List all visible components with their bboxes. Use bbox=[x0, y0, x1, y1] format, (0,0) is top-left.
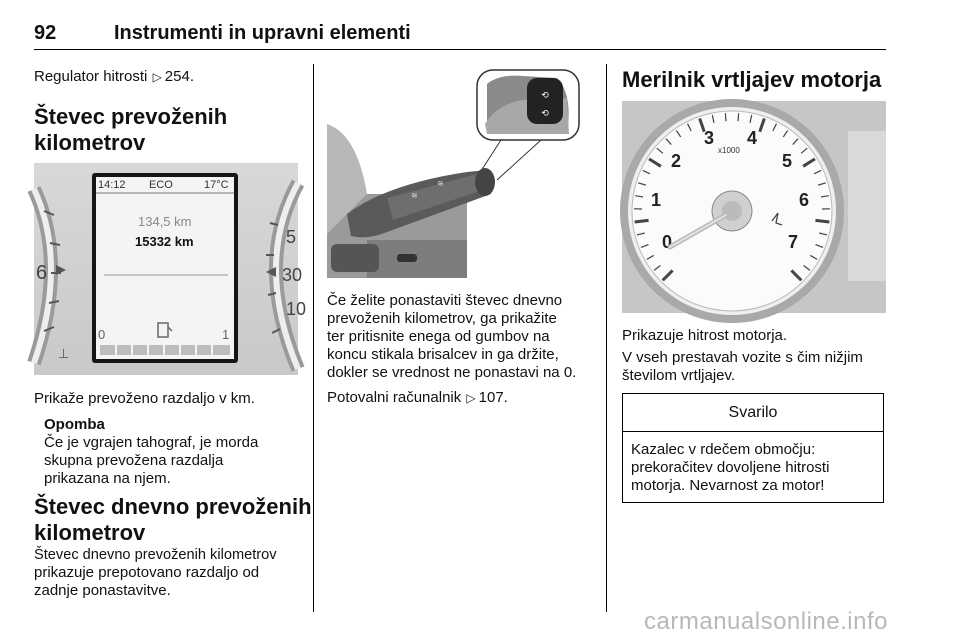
column-divider-right bbox=[606, 64, 607, 612]
ref-arrow-icon: ▷ bbox=[466, 391, 476, 405]
tach-unit: x1000 bbox=[718, 146, 740, 155]
right-gauge-number-2: 30 bbox=[282, 265, 303, 285]
display-scale-max: 1 bbox=[222, 327, 230, 342]
heading-trip-odometer: Števec dnevno prevoženih kilometrov bbox=[34, 494, 312, 545]
trip-computer-reference: Potovalni računalnik ▷ 107. bbox=[327, 389, 508, 406]
note-line: Če je vgrajen tahograf, je morda bbox=[44, 434, 259, 451]
intro-paragraph: Regulator hitrosti ▷ 254. bbox=[34, 68, 194, 85]
tach-description: Prikazuje hitrost motorja. bbox=[622, 327, 788, 344]
note-line: skupna prevožena razdalja bbox=[44, 452, 224, 469]
tach-number-6: 6 bbox=[799, 190, 810, 210]
heading-tachometer: Merilnik vrtljajev motorja bbox=[622, 67, 882, 92]
display-total-km: 15332 km bbox=[135, 234, 194, 249]
ref-arrow-icon: ▷ bbox=[152, 70, 162, 84]
display-time: 14:12 bbox=[98, 179, 126, 191]
reset-button-icon: ⟲ bbox=[541, 90, 549, 100]
svg-text:⟲: ⟲ bbox=[541, 108, 549, 118]
tach-number-7: 7 bbox=[788, 232, 799, 252]
warning-text: Kazalec v rdečem območju: prekoračitev dovoljene hitrosti motorja. Nevarnost za motor! bbox=[631, 441, 830, 494]
tach-advice: V vseh prestavah vozite s čim nižjim številom vrtljajev. bbox=[622, 349, 863, 384]
section-title: Instrumenti in upravni elementi bbox=[114, 22, 411, 44]
left-gauge-number: 6 bbox=[36, 262, 48, 284]
tach-number-3: 3 bbox=[704, 128, 715, 148]
column-divider-left bbox=[313, 64, 314, 612]
note-line: prikazana na njem. bbox=[44, 470, 171, 487]
tachometer-illustration bbox=[622, 101, 886, 313]
reset-instructions-paragraph: Če želite ponastaviti števec dnevno prevoženih kilometrov, ga prikažite ter pritisnite enega od gumbov na koncu stikala brisalcev in ga držite, dokler se vrednost ne ponastavi na 0. bbox=[327, 292, 577, 381]
tach-number-2: 2 bbox=[671, 151, 682, 171]
tach-tick bbox=[635, 220, 649, 222]
warning-box bbox=[622, 393, 884, 503]
display-trip-km: 134,5 km bbox=[138, 214, 192, 229]
header-rule bbox=[34, 49, 886, 50]
right-gauge-number-1: 5 bbox=[286, 227, 297, 247]
tach-number-4: 4 bbox=[747, 128, 758, 148]
note-block bbox=[44, 416, 258, 488]
display-scale-min: 0 bbox=[98, 327, 106, 342]
tach-number-0: 0 bbox=[662, 232, 673, 252]
display-temp: 17°C bbox=[204, 179, 229, 191]
right-gauge-number-3: 10 bbox=[286, 299, 307, 319]
page-number: 92 bbox=[34, 22, 57, 44]
heading-odometer: Števec prevoženih kilometrov bbox=[34, 104, 228, 155]
tach-tick bbox=[725, 113, 726, 121]
watermark: carmanualsonline.info bbox=[644, 608, 888, 635]
odometer-display-illustration bbox=[34, 163, 307, 375]
trip-odometer-paragraph: Števec dnevno prevoženih kilometrov prikazuje prepotovano razdaljo od zadnje ponastavitve. bbox=[34, 547, 277, 599]
svg-text:≋: ≋ bbox=[411, 191, 418, 200]
display-mode: ECO bbox=[149, 179, 173, 191]
tach-tick bbox=[738, 113, 739, 121]
tach-tick bbox=[815, 220, 829, 222]
tach-number-1: 1 bbox=[651, 190, 662, 210]
wiper-stalk-illustration bbox=[327, 64, 585, 278]
note-heading: Opomba bbox=[44, 416, 105, 433]
coolant-icon: ⊥ bbox=[58, 346, 70, 361]
wiper-symbol-icon: ≋ bbox=[437, 179, 444, 188]
tach-number-5: 5 bbox=[782, 151, 793, 171]
warning-title: Svarilo bbox=[623, 394, 883, 432]
odometer-caption: Prikaže prevoženo razdaljo v km. bbox=[34, 390, 255, 407]
